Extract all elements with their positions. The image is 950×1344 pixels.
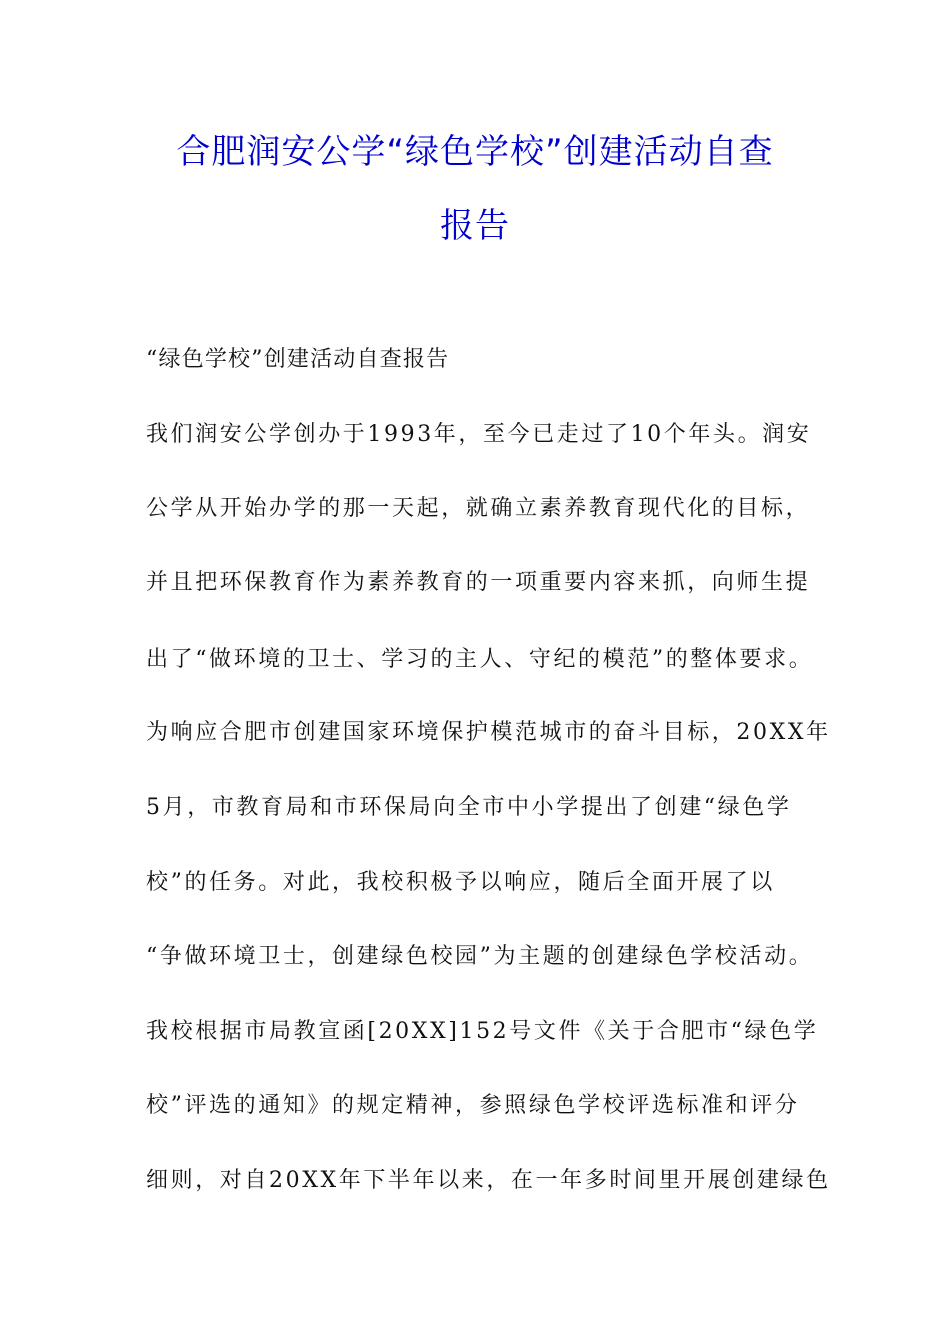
body-text-line: 5月，市教育局和市环保局向全市中小学提出了创建“绿色学 — [146, 795, 792, 820]
body-text-line: 出了“做环境的卫士、学习的主人、守纪的模范”的整体要求。 — [146, 647, 814, 672]
body-text-line: 我们润安公学创办于1993年，至今已走过了10个年头。润安 — [146, 422, 812, 447]
document-title-line-2: 报告 — [440, 206, 510, 246]
body-text-line: 为响应合肥市创建国家环境保护模范城市的奋斗目标，20XX年 — [146, 720, 831, 745]
body-text-line: 我校根据市局教宣函[20XX]152号文件《关于合肥市“绿色学 — [146, 1019, 819, 1044]
body-text-line: 校”评选的通知》的规定精神，参照绿色学校评选标准和评分 — [146, 1093, 800, 1118]
body-text-line: 校”的任务。对此，我校积极予以响应，随后全面开展了以 — [146, 870, 775, 895]
body-text-line: 并且把环保教育作为素养教育的一项重要内容来抓，向师生提 — [146, 570, 811, 595]
body-text-line: 细则，对自20XX年下半年以来，在一年多时间里开展创建绿色 — [146, 1168, 831, 1193]
body-text-line: “争做环境卫士，创建绿色校园”为主题的创建绿色学校活动。 — [146, 944, 814, 969]
section-subtitle: “绿色学校”创建活动自查报告 — [146, 347, 450, 372]
body-text-line: 公学从开始办学的那一天起，就确立素养教育现代化的目标， — [146, 496, 811, 521]
document-title-line-1: 合肥润安公学“绿色学校”创建活动自查 — [176, 132, 774, 172]
